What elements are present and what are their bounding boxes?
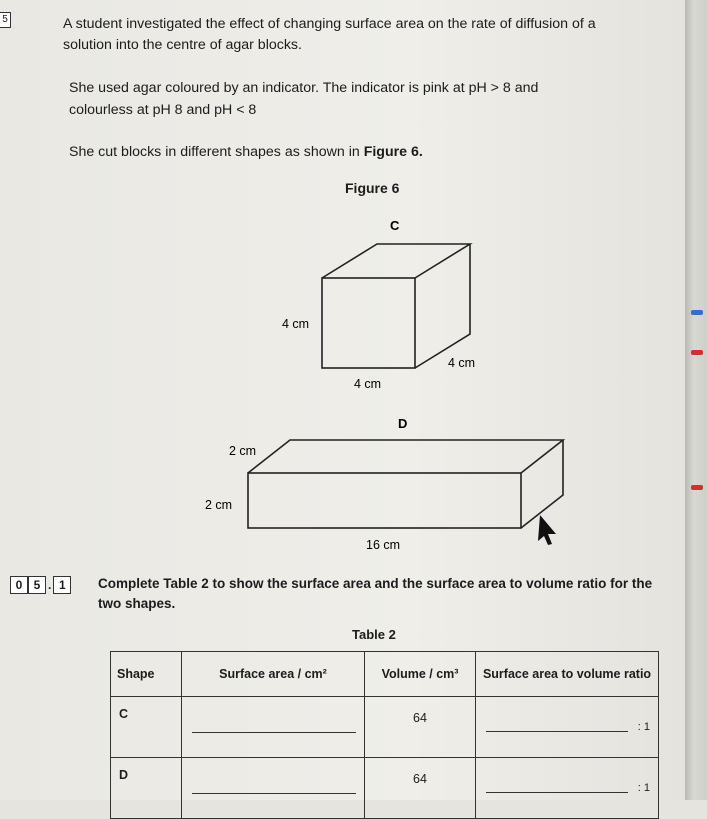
cube-c-front-face [322, 278, 415, 368]
row-c-shape: C [111, 697, 182, 758]
table-row [111, 758, 659, 819]
cube-c-width-label: 4 cm [354, 377, 382, 391]
cube-c-height-label: 4 cm [282, 317, 310, 331]
table-row [111, 697, 659, 758]
header-volume: Volume / cm³ [365, 652, 476, 697]
question-text-2: two shapes. [98, 596, 176, 611]
row-d-ratio-answer[interactable] [476, 758, 659, 819]
figure-reference: Figure 6. [363, 144, 423, 160]
row-d-surface-area-answer[interactable] [182, 758, 365, 819]
table-header-row [111, 652, 659, 697]
intro-line-5-text: She cut blocks in different shapes as shown in [69, 144, 364, 160]
cuboid-d-front-face [248, 473, 521, 528]
cuboid-d-height-label: 2 cm [205, 498, 233, 512]
header-surface-area: Surface area / cm² [182, 652, 365, 697]
header-shape: Shape [111, 652, 182, 697]
cuboid-d-length-label: 16 cm [366, 538, 401, 552]
row-c-volume: 64 [365, 697, 476, 758]
blue-tab-icon [691, 310, 703, 315]
row-d-shape: D [111, 758, 182, 819]
intro-line-2: solution into the centre of agar blocks. [63, 37, 302, 53]
row-d-volume: 64 [365, 758, 476, 819]
question-text-1: Complete Table 2 to show the surface area and the surface area to volume ratio for the [98, 576, 653, 591]
cube-c [322, 244, 470, 368]
row-c-ratio-suffix: : 1 [637, 721, 650, 733]
row-c-ratio-answer[interactable] [476, 697, 659, 758]
cuboid-d [248, 440, 563, 528]
cuboid-d-depth-label: 2 cm [229, 444, 257, 458]
cube-c-top-face [322, 244, 470, 278]
cube-c-depth-label: 4 cm [448, 356, 476, 370]
cube-c-side-face [415, 244, 470, 368]
cuboid-d-side-face [521, 440, 563, 528]
intro-line-1: A student investigated the effect of changing surface area on the rate of diffusion of a [63, 16, 596, 32]
page-edge [685, 0, 707, 800]
intro-line-4: colourless at pH 8 and pH < 8 [69, 102, 257, 118]
question-number-tab: 5 [0, 12, 11, 28]
cube-c-label: C [390, 218, 400, 233]
row-c-surface-area-answer[interactable] [182, 697, 365, 758]
table-title: Table 2 [352, 627, 396, 642]
intro-line-3: She used agar coloured by an indicator. The indicator is pink at pH > 8 and [69, 80, 539, 96]
table-2 [110, 651, 659, 819]
red-tab-icon [691, 350, 703, 355]
cuboid-d-top-face [248, 440, 563, 473]
cursor-icon [538, 515, 556, 545]
cuboid-d-label: D [398, 416, 408, 431]
row-d-ratio-suffix: : 1 [637, 782, 650, 794]
header-ratio: Surface area to volume ratio [476, 652, 659, 697]
question-part-number: 0 5 . 1 [10, 576, 71, 594]
qnum-box-1: 0 [10, 576, 28, 594]
qnum-box-3: 1 [53, 576, 71, 594]
red-tab-icon-2 [691, 485, 703, 490]
figure-title: Figure 6 [345, 180, 400, 196]
qnum-box-2: 5 [28, 576, 46, 594]
